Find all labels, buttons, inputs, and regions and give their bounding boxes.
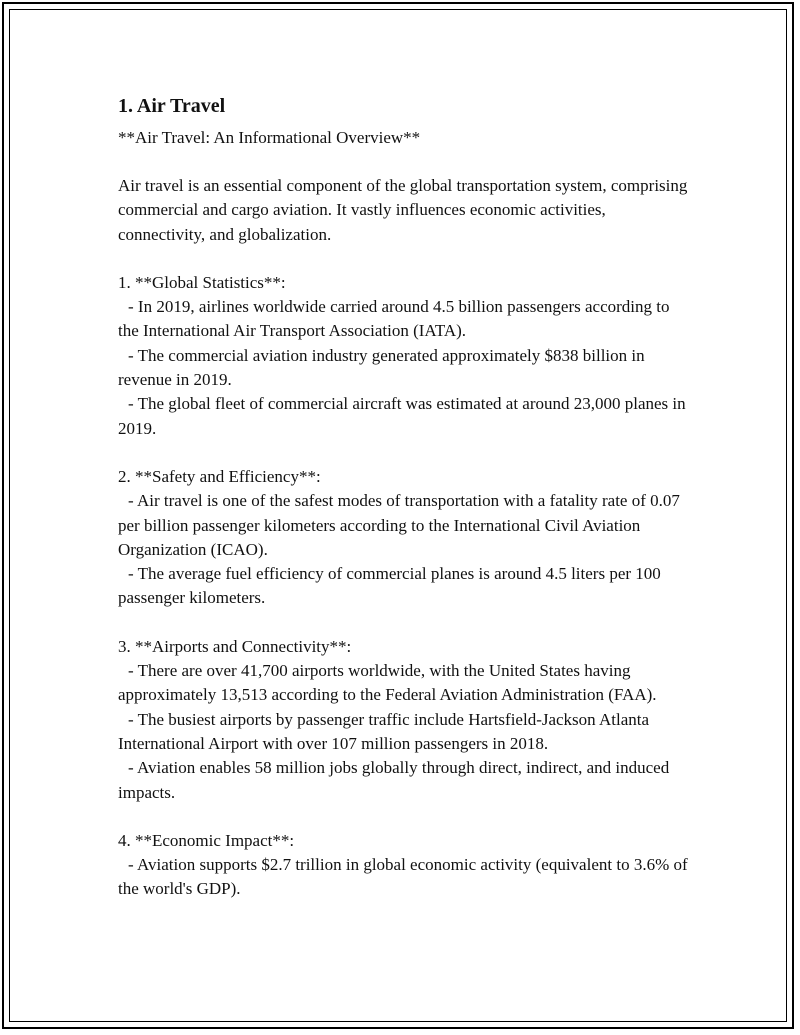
section-title: 1. **Global Statistics**: — [118, 272, 286, 292]
bullet-item: - The busiest airports by passenger traffic include Hartsfield-Jackson Atlanta International Airport with over 107 million passengers in 2018. — [118, 709, 650, 753]
document-body — [118, 92, 688, 926]
document-heading: 1. Air Travel — [118, 95, 226, 117]
section-title: 3. **Airports and Connectivity**: — [118, 636, 352, 656]
section-global-statistics — [118, 271, 688, 441]
bullet-item: - There are over 41,700 airports worldwide, with the United States having approximately 13,513 according to the Federal Aviation Administration (FAA). — [118, 661, 657, 705]
bullet-item: - The average fuel efficiency of commercial planes is around 4.5 liters per 100 passenger kilometers. — [118, 564, 661, 608]
bullet-item: - In 2019, airlines worldwide carried around 4.5 billion passengers according to the International Air Transport Association (IATA). — [118, 297, 670, 341]
intro-paragraph: Air travel is an essential component of the global transportation system, comprising commercial and cargo aviation. It vastly influences economic activities, connectivity, and globalization. — [118, 176, 688, 244]
bullet-item: - Air travel is one of the safest modes of transportation with a fatality rate of 0.07 per billion passenger kilometers according to the International Civil Aviation Organization (ICAO). — [118, 491, 680, 559]
section-economic-impact — [118, 829, 688, 902]
bullet-item: - Aviation enables 58 million jobs globally through direct, indirect, and induced impacts. — [118, 758, 670, 802]
bullet-item: - The commercial aviation industry generated approximately $838 billion in revenue in 2019. — [118, 345, 645, 390]
section-title: 4. **Economic Impact**: — [118, 830, 295, 850]
document-subtitle: **Air Travel: An Informational Overview** — [118, 128, 421, 147]
section-airports-connectivity — [118, 635, 688, 805]
section-safety-efficiency — [118, 465, 688, 611]
section-title: 2. **Safety and Efficiency**: — [118, 466, 321, 486]
bullet-item: - Aviation supports $2.7 trillion in global economic activity (equivalent to 3.6% of the world's GDP). — [118, 855, 688, 899]
bullet-item: - The global fleet of commercial aircraft was estimated at around 23,000 planes in 2019. — [118, 394, 686, 438]
